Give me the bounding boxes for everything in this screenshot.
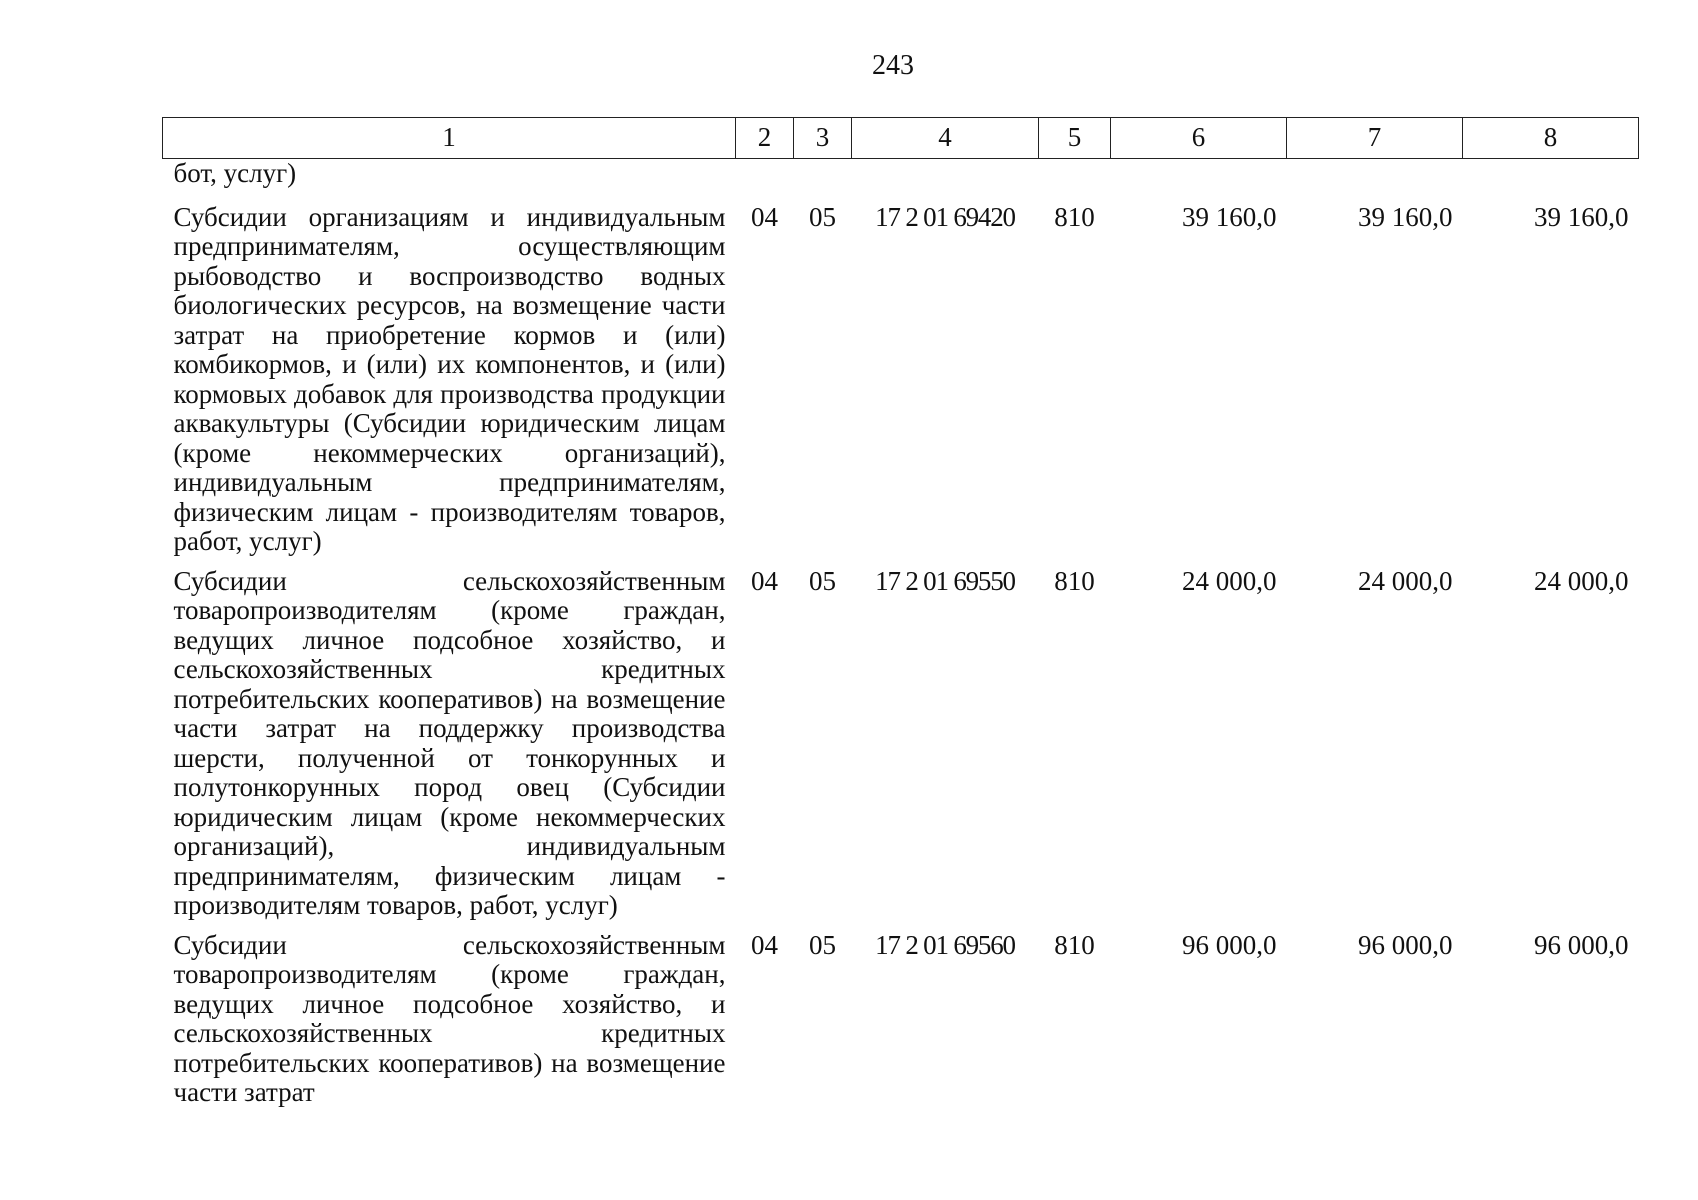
row-subsection: 05 (809, 565, 836, 596)
budget-table (162, 117, 1639, 1118)
row-amount-3: 39 160,0 (1534, 201, 1629, 232)
continuation-row (163, 159, 1639, 203)
row-description: Субсидии организациям и индивидуальным предпринимателям, осуществляющим рыбоводство и воспроизводство водных биологических ресурсов, на возмещение части затрат на приобретение кормов и (или) комбикормов, и (или) их компонентов, и (или) кормовых добавок для производства продукции аквакультуры (Субсидии юридическим лицам (кроме некоммерческих организаций), индивидуальным предпринимателям, физическим лицам - производителям товаров, работ, услуг) (173, 201, 726, 556)
row-expense-type: 810 (1054, 929, 1095, 960)
column-header-1: 1 (163, 118, 736, 159)
row-target-article: 17 2 01 69420 (875, 201, 1015, 232)
page-number: 243 (872, 50, 914, 81)
column-header-6: 6 (1111, 118, 1287, 159)
row-target-article: 17 2 01 69550 (875, 565, 1015, 596)
row-amount-3: 24 000,0 (1534, 565, 1629, 596)
row-amount-2: 24 000,0 (1358, 565, 1453, 596)
row-description: Субсидии сельскохозяйственным товаропроизводителям (кроме граждан, ведущих личное подсобное хозяйство, и сельскохозяйственных кредитных потребительских кооперативов) на возмещение части затрат на поддержку производства шерсти, полученной от тонкорунных и полутонкорунных пород овец (Субсидии юридическим лицам (кроме некоммерческих организаций), индивидуальным предпринимателям, физическим лицам - производителям товаров, работ, услуг) (173, 565, 726, 920)
column-header-8: 8 (1463, 118, 1639, 159)
column-header-7: 7 (1287, 118, 1463, 159)
row-section: 04 (751, 201, 778, 232)
header-row (163, 118, 1639, 159)
row-description: Субсидии сельскохозяйственным товаропроизводителям (кроме граждан, ведущих личное подсобное хозяйство, и сельскохозяйственных кредитных потребительских кооперативов) на возмещение части затрат (173, 929, 726, 1107)
row-amount-1: 24 000,0 (1182, 565, 1277, 596)
row-section: 04 (751, 565, 778, 596)
column-header-2: 2 (736, 118, 794, 159)
row-amount-2: 39 160,0 (1358, 201, 1453, 232)
column-header-5: 5 (1039, 118, 1111, 159)
row-expense-type: 810 (1054, 201, 1095, 232)
table-row (163, 567, 1639, 931)
row-subsection: 05 (809, 929, 836, 960)
continuation-text: бот, услуг) (173, 158, 297, 188)
row-section: 04 (751, 929, 778, 960)
row-amount-2: 96 000,0 (1358, 929, 1453, 960)
row-amount-3: 96 000,0 (1534, 929, 1629, 960)
row-amount-1: 39 160,0 (1182, 201, 1277, 232)
table-row (163, 203, 1639, 567)
row-amount-1: 96 000,0 (1182, 929, 1277, 960)
column-header-4: 4 (852, 118, 1039, 159)
column-header-3: 3 (794, 118, 852, 159)
row-expense-type: 810 (1054, 565, 1095, 596)
row-target-article: 17 2 01 69560 (875, 929, 1015, 960)
table-row (163, 931, 1639, 1118)
row-subsection: 05 (809, 201, 836, 232)
